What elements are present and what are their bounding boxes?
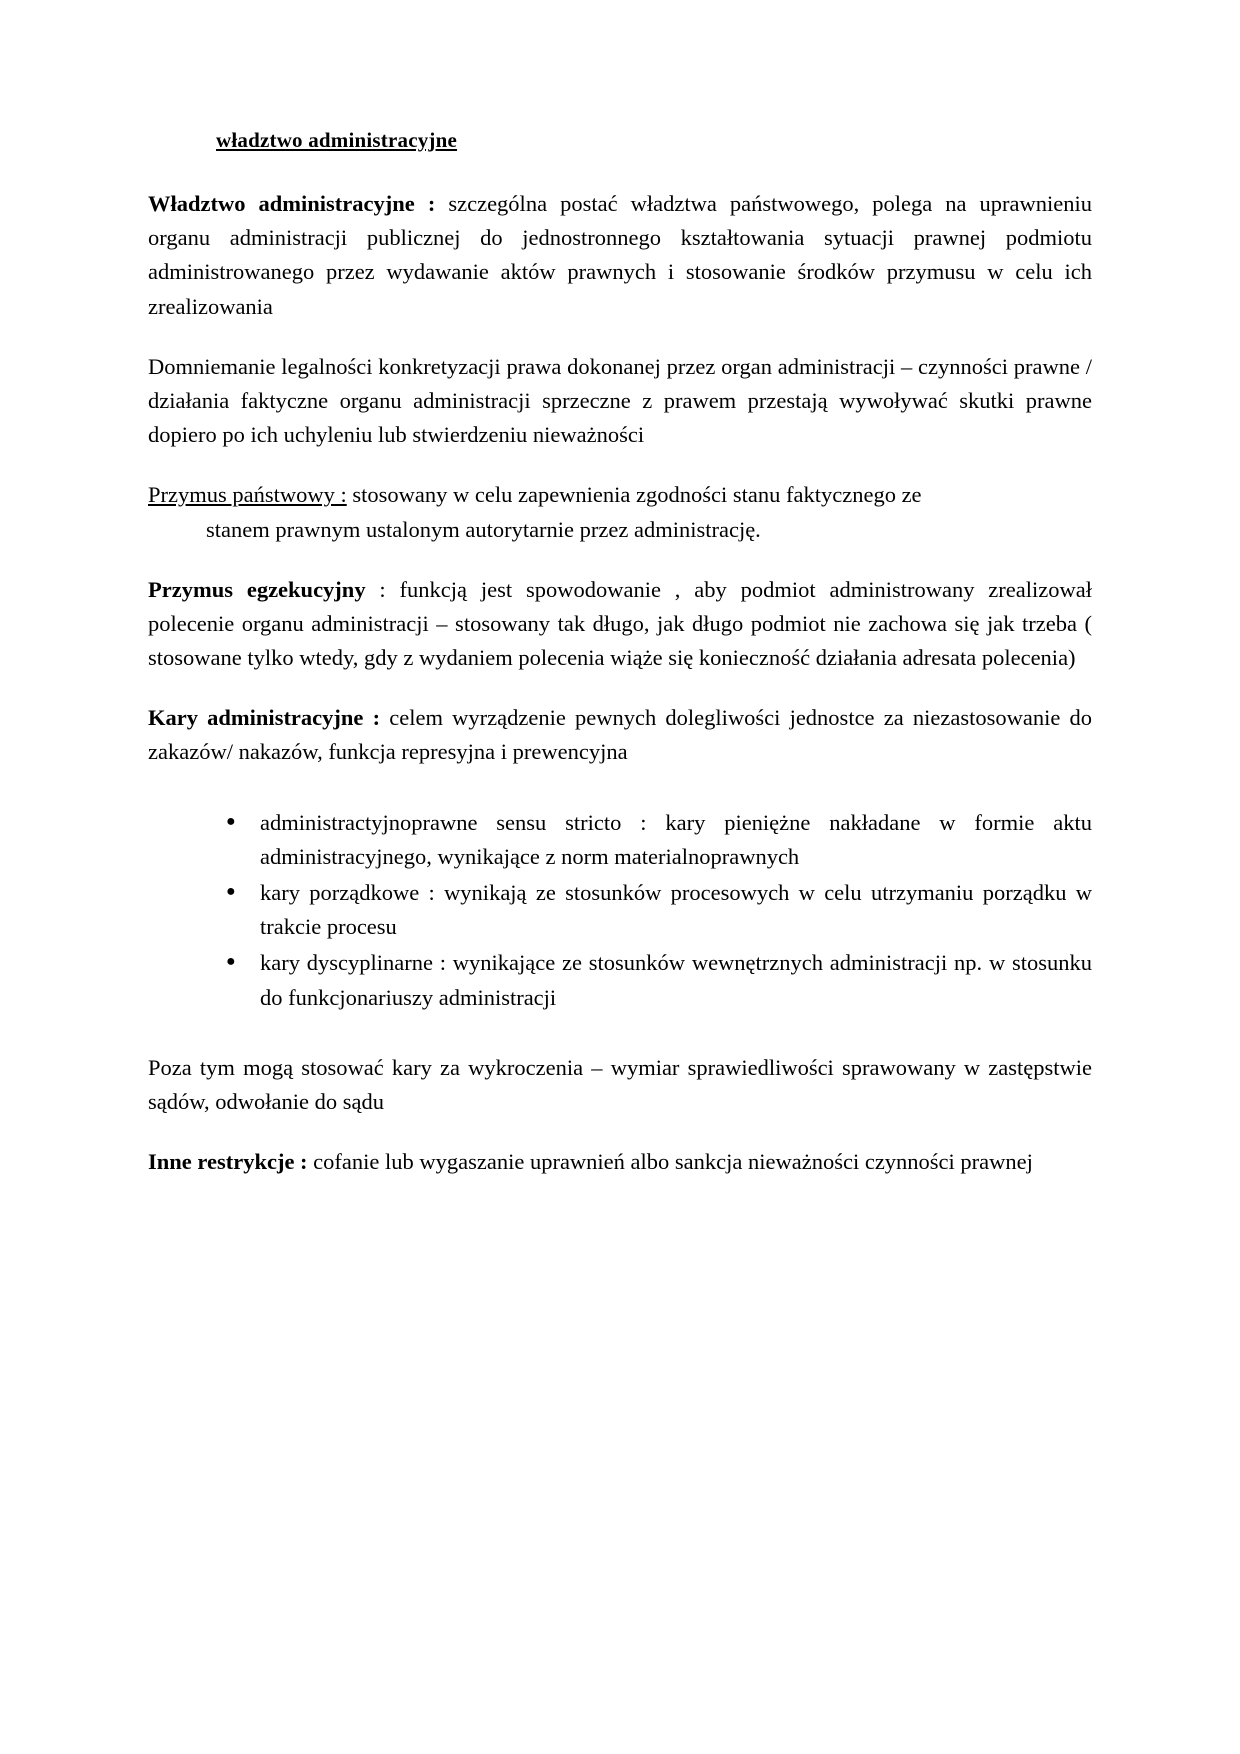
page-title: władztwo administracyjne bbox=[216, 128, 458, 152]
list-item bbox=[226, 806, 1092, 874]
list-item bbox=[226, 946, 1092, 1014]
paragraph-lead-kary-administracyjne: Kary administracyjne bbox=[148, 705, 364, 731]
paragraph-poza-tym bbox=[148, 1051, 1092, 1119]
paragraph-przymus-egzekucyjny bbox=[148, 573, 1092, 676]
paragraph-inne-restrykcje bbox=[148, 1145, 1092, 1179]
section-lead-przymus-panstwowy: Przymus państwowy : bbox=[148, 482, 347, 508]
paragraph-lead-wladztwo: Władztwo administracyjne bbox=[148, 191, 415, 216]
paragraph-separator-przymus-egzekucyjny: : bbox=[365, 576, 400, 602]
list-item-text: administractyjnoprawne sensu stricto : kary pieniężne nakładane w formie aktu administracyjnego, wynikające z norm materialnoprawnych bbox=[260, 809, 1092, 869]
paragraph-body-kary-administracyjne: celem wyrządzenie pewnych dolegliwości jednostce za niezastosowanie do zakazów/ nakazów, funkcja represyjna i prewencyjna bbox=[148, 705, 1092, 765]
list-item bbox=[226, 876, 1092, 944]
paragraph-body-poza-tym: Poza tym mogą stosować kary za wykroczenia – wymiar sprawiedliwości sprawowany w zastępstwie sądów, odwołanie do sądu bbox=[148, 1054, 1092, 1114]
paragraph-separator-kary-administracyjne: : bbox=[363, 705, 390, 731]
paragraph-body-przymus-egzekucyjny: funkcją jest spowodowanie , aby podmiot administrowany zrealizował polecenie organu administracji – stosowany tak długo, jak długo podmiot nie zachowa się jak trzeba ( stosowane tylko wtedy, gdy z wydaniem polecenia wiąże się konieczność działania adresata polecenia) bbox=[148, 576, 1092, 671]
paragraph-lead-przymus-egzekucyjny: Przymus egzekucyjny bbox=[148, 576, 366, 602]
paragraph-body-inne-restrykcje: cofanie lub wygaszanie uprawnień albo sankcja nieważności czynności prawnej bbox=[313, 1149, 1033, 1175]
spacer bbox=[148, 1041, 1092, 1051]
section-body-przymus-panstwowy-first: stosowany w celu zapewnienia zgodności stanu faktycznego ze bbox=[352, 482, 922, 508]
paragraph-wladztwo-definition bbox=[148, 187, 1092, 324]
paragraph-domniemanie bbox=[148, 350, 1092, 453]
kary-list bbox=[148, 806, 1092, 1015]
section-body-przymus-panstwowy-cont: stanem prawnym ustalonym autorytarnie przez administrację. bbox=[206, 516, 761, 542]
paragraph-lead-inne-restrykcje: Inne restrykcje : bbox=[148, 1149, 308, 1175]
spacer bbox=[148, 796, 1092, 806]
list-item-text: kary porządkowe : wynikają ze stosunków procesowych w celu utrzymaniu porządku w trakcie procesu bbox=[260, 880, 1092, 940]
list-item-text: kary dyscyplinarne : wynikające ze stosunków wewnętrznych administracji np. w stosunku do funkcjonariuszy administracji bbox=[260, 950, 1092, 1010]
paragraph-body-wladztwo: szczególna postać władztwa państwowego, polega na uprawnieniu organu administracji publicznej do jednostronnego kształtowania sytuacji prawnej podmiotu administrowanego przez wydawanie aktów prawnych i stosowanie środków przymusu w celu ich zrealizowania bbox=[148, 191, 1092, 319]
paragraph-body-domniemanie: Domniemanie legalności konkretyzacji prawa dokonanej przez organ administracji – czynności prawne / działania faktyczne organu administracji sprzeczne z prawem przestają wywoływać skutki prawne dopiero po ich uchyleniu lub stwierdzeniu nieważności bbox=[148, 353, 1092, 448]
paragraph-separator-wladztwo: : bbox=[414, 191, 449, 216]
paragraph-kary-administracyjne bbox=[148, 701, 1092, 769]
section-przymus-panstwowy bbox=[148, 478, 1092, 546]
